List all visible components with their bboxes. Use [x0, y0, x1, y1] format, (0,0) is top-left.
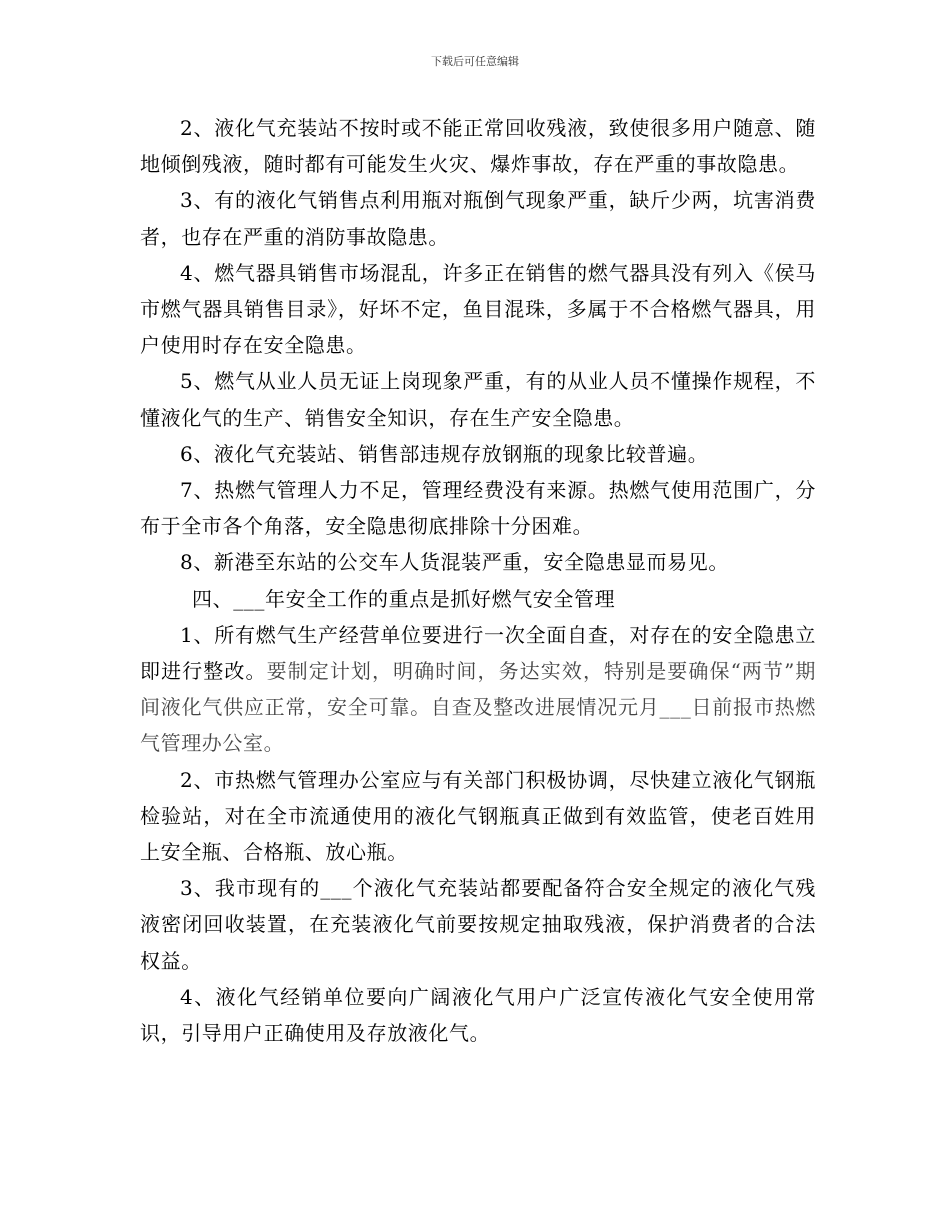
document-body [140, 110, 816, 1051]
item-1-main: 1、所有燃气生产经营单位要进行一次全面自查，对存在的安全隐患立即进行整改。 [140, 622, 816, 684]
item-4: 4、液化气经销单位要向广阔液化气用户广泛宣传液化气安全使用常识，引导用户正确使用及存放液化气。 [140, 984, 816, 1046]
item-1 [140, 617, 816, 762]
paragraph-5: 5、燃气从业人员无证上岗现象严重，有的从业人员不懂操作规程，不懂液化气的生产、销售安全知识，存在生产安全隐患。 [140, 369, 816, 430]
item-1-detail: 要制定计划，明确时间，务达实效，特别是要确保“两节”期间液化气供应正常，安全可靠。自查及整改进展情况元月___日前报市热燃气管理办公室。 [140, 659, 816, 756]
item-2: 2、市热燃气管理办公室应与有关部门积极协调，尽快建立液化气钢瓶检验站，对在全市流通使用的液化气钢瓶真正做到有效监管，使老百姓用上安全瓶、合格瓶、放心瓶。 [140, 767, 816, 865]
paragraph-7: 7、热燃气管理人力不足，管理经费没有来源。热燃气使用范围广，分布于全市各个角落，安全隐患彻底排除十分困难。 [140, 478, 816, 539]
paragraph-6: 6、液化气充装站、销售部违规存放钢瓶的现象比较普遍。 [180, 441, 709, 466]
page-header: 下载后可任意编辑 [431, 55, 519, 68]
paragraph-8: 8、新港至东站的公交车人货混装严重，安全隐患显而易见。 [180, 550, 729, 575]
paragraph-3: 3、有的液化气销售点利用瓶对瓶倒气现象严重，缺斤少两，坑害消费者，也存在严重的消防事故隐患。 [140, 188, 816, 249]
paragraph-2: 2、液化气充装站不按时或不能正常回收残液，致使很多用户随意、随地倾倒残液，随时都有可能发生火灾、爆炸事故，存在严重的事故隐患。 [140, 116, 816, 177]
paragraph-4: 4、燃气器具销售市场混乱，许多正在销售的燃气器具没有列入《侯马市燃气器具销售目录》，好坏不定，鱼目混珠，多属于不合格燃气器具，用户使用时存在安全隐患。 [140, 260, 816, 358]
item-3: 3、我市现有的___个液化气充装站都要配备符合安全规定的液化气残液密闭回收装置，在充装液化气前要按规定抽取残液，保护消费者的合法权益。 [140, 876, 816, 973]
section-heading: 四、___年安全工作的重点是抓好燃气安全管理 [192, 586, 616, 611]
